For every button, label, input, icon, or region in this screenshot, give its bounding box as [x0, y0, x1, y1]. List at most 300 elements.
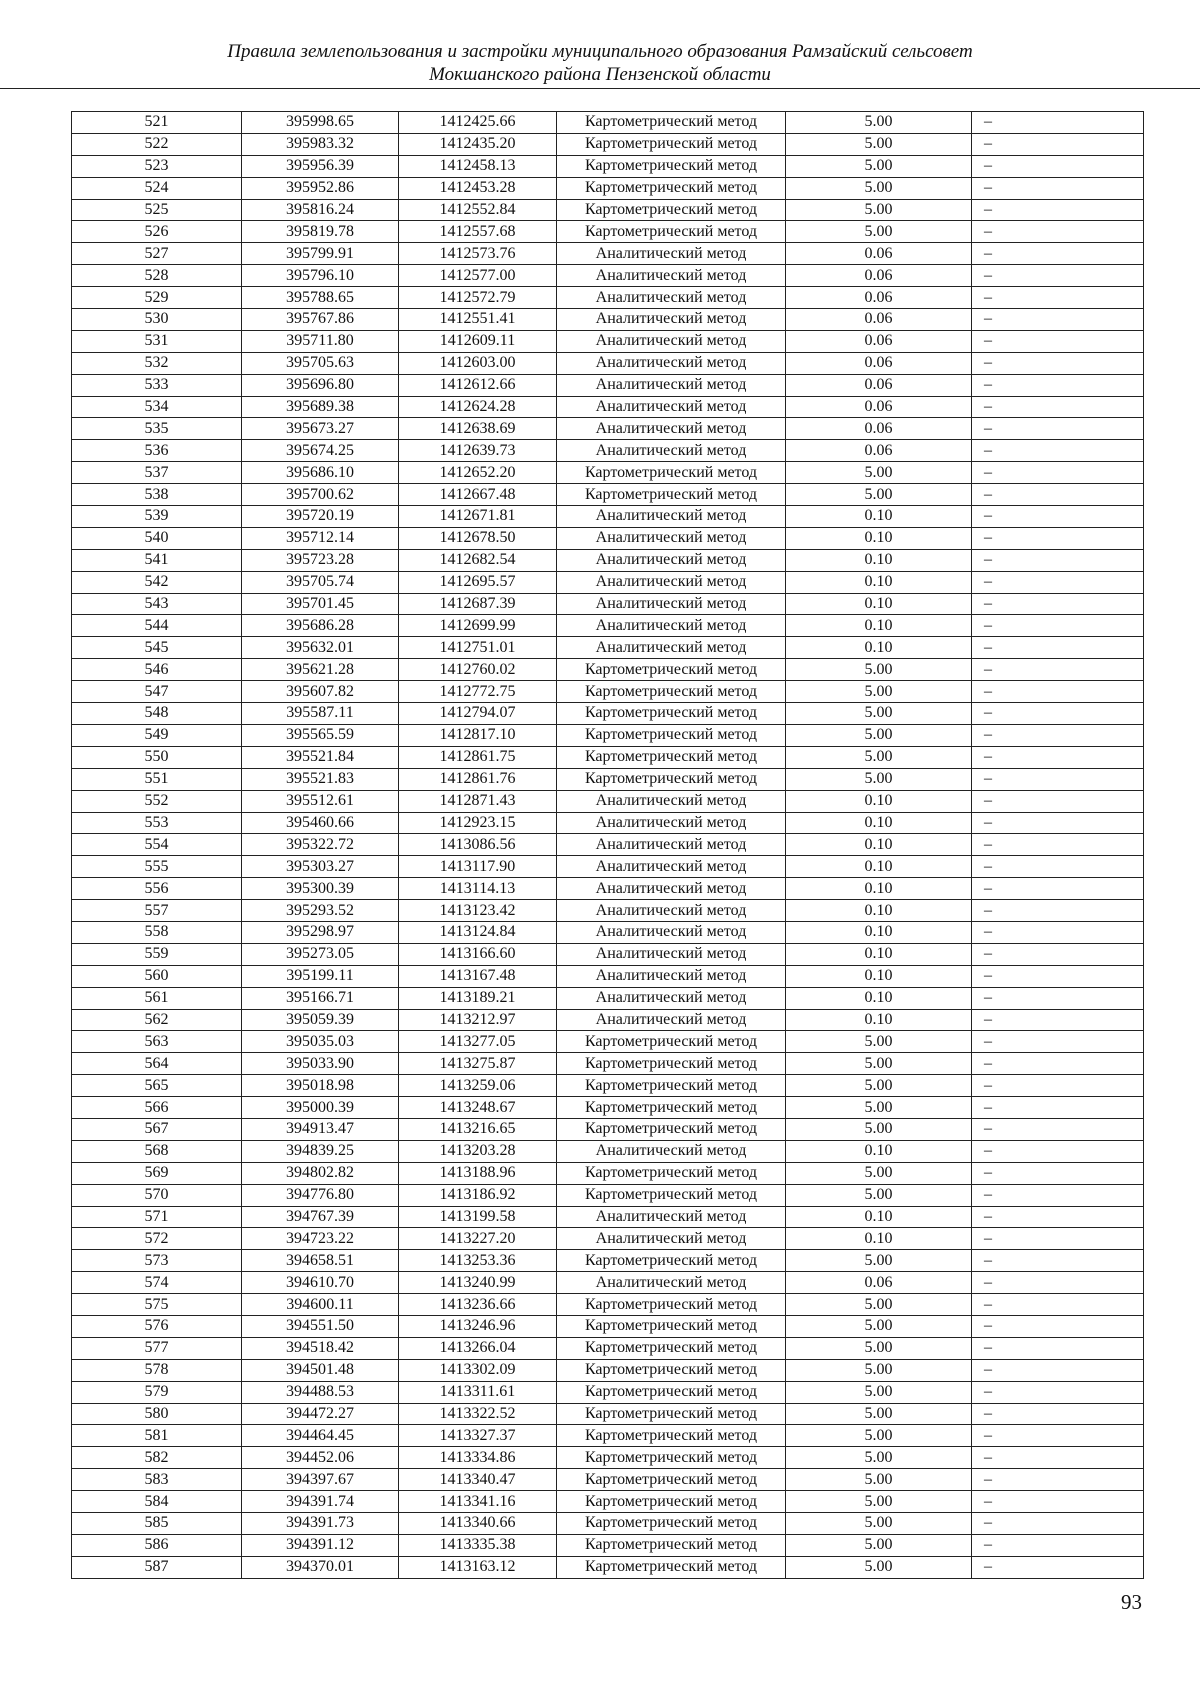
table-row — [72, 746, 1144, 768]
y-coordinate-cell: 1412425.66 — [399, 112, 557, 134]
method-cell: Аналитический метод — [557, 1206, 786, 1228]
method-cell: Аналитический метод — [557, 1009, 786, 1031]
accuracy-cell: 5.00 — [786, 703, 972, 725]
y-coordinate-cell: 1412699.99 — [399, 615, 557, 637]
x-coordinate-cell: 395689.38 — [242, 396, 399, 418]
table-row — [72, 1381, 1144, 1403]
y-coordinate-cell: 1412577.00 — [399, 265, 557, 287]
accuracy-cell: 5.00 — [786, 1381, 972, 1403]
table-row — [72, 1140, 1144, 1162]
x-coordinate-cell: 394551.50 — [242, 1315, 399, 1337]
table-row — [72, 834, 1144, 856]
table-row — [72, 374, 1144, 396]
method-cell: Картометрический метод — [557, 1469, 786, 1491]
method-cell: Картометрический метод — [557, 155, 786, 177]
x-coordinate-cell: 394658.51 — [242, 1250, 399, 1272]
table-row — [72, 506, 1144, 528]
accuracy-cell: 5.00 — [786, 133, 972, 155]
table-row — [72, 615, 1144, 637]
y-coordinate-cell: 1413227.20 — [399, 1228, 557, 1250]
note-cell: – — [972, 221, 1144, 243]
accuracy-cell: 0.06 — [786, 374, 972, 396]
y-coordinate-cell: 1413302.09 — [399, 1359, 557, 1381]
note-cell: – — [972, 462, 1144, 484]
y-coordinate-cell: 1413167.48 — [399, 965, 557, 987]
accuracy-cell: 5.00 — [786, 1469, 972, 1491]
y-coordinate-cell: 1413189.21 — [399, 987, 557, 1009]
point-number-cell: 528 — [72, 265, 242, 287]
table-row — [72, 418, 1144, 440]
x-coordinate-cell: 394610.70 — [242, 1272, 399, 1294]
method-cell: Аналитический метод — [557, 1140, 786, 1162]
method-cell: Картометрический метод — [557, 462, 786, 484]
accuracy-cell: 5.00 — [786, 1031, 972, 1053]
y-coordinate-cell: 1412458.13 — [399, 155, 557, 177]
note-cell: – — [972, 1469, 1144, 1491]
table-row — [72, 790, 1144, 812]
note-cell: – — [972, 1140, 1144, 1162]
y-coordinate-cell: 1412435.20 — [399, 133, 557, 155]
y-coordinate-cell: 1412923.15 — [399, 812, 557, 834]
point-number-cell: 571 — [72, 1206, 242, 1228]
point-number-cell: 532 — [72, 352, 242, 374]
accuracy-cell: 5.00 — [786, 484, 972, 506]
accuracy-cell: 0.06 — [786, 309, 972, 331]
x-coordinate-cell: 394391.74 — [242, 1491, 399, 1513]
x-coordinate-cell: 394452.06 — [242, 1447, 399, 1469]
method-cell: Аналитический метод — [557, 965, 786, 987]
method-cell: Картометрический метод — [557, 177, 786, 199]
y-coordinate-cell: 1413335.38 — [399, 1534, 557, 1556]
x-coordinate-cell: 394370.01 — [242, 1556, 399, 1578]
note-cell: – — [972, 900, 1144, 922]
point-number-cell: 529 — [72, 287, 242, 309]
coordinates-table-body — [72, 112, 1144, 1579]
table-row — [72, 856, 1144, 878]
note-cell: – — [972, 637, 1144, 659]
y-coordinate-cell: 1412861.76 — [399, 768, 557, 790]
point-number-cell: 525 — [72, 199, 242, 221]
x-coordinate-cell: 395565.59 — [242, 724, 399, 746]
note-cell: – — [972, 1228, 1144, 1250]
method-cell: Аналитический метод — [557, 527, 786, 549]
y-coordinate-cell: 1413327.37 — [399, 1425, 557, 1447]
accuracy-cell: 0.10 — [786, 987, 972, 1009]
method-cell: Аналитический метод — [557, 637, 786, 659]
method-cell: Аналитический метод — [557, 330, 786, 352]
method-cell: Картометрический метод — [557, 1097, 786, 1119]
point-number-cell: 539 — [72, 506, 242, 528]
method-cell: Картометрический метод — [557, 1447, 786, 1469]
table-row — [72, 659, 1144, 681]
point-number-cell: 565 — [72, 1075, 242, 1097]
point-number-cell: 563 — [72, 1031, 242, 1053]
table-row — [72, 265, 1144, 287]
note-cell: – — [972, 812, 1144, 834]
accuracy-cell: 0.06 — [786, 396, 972, 418]
y-coordinate-cell: 1412603.00 — [399, 352, 557, 374]
table-row — [72, 703, 1144, 725]
table-row — [72, 812, 1144, 834]
table-row — [72, 177, 1144, 199]
y-coordinate-cell: 1412667.48 — [399, 484, 557, 506]
y-coordinate-cell: 1412861.75 — [399, 746, 557, 768]
page-header — [0, 40, 1200, 86]
accuracy-cell: 0.10 — [786, 1140, 972, 1162]
table-row — [72, 1425, 1144, 1447]
x-coordinate-cell: 395199.11 — [242, 965, 399, 987]
x-coordinate-cell: 395816.24 — [242, 199, 399, 221]
accuracy-cell: 0.10 — [786, 637, 972, 659]
accuracy-cell: 5.00 — [786, 1053, 972, 1075]
table-row — [72, 1009, 1144, 1031]
accuracy-cell: 0.06 — [786, 330, 972, 352]
x-coordinate-cell: 395673.27 — [242, 418, 399, 440]
x-coordinate-cell: 395998.65 — [242, 112, 399, 134]
x-coordinate-cell: 395700.62 — [242, 484, 399, 506]
point-number-cell: 523 — [72, 155, 242, 177]
x-coordinate-cell: 394776.80 — [242, 1184, 399, 1206]
point-number-cell: 556 — [72, 878, 242, 900]
accuracy-cell: 0.06 — [786, 287, 972, 309]
method-cell: Аналитический метод — [557, 418, 786, 440]
note-cell: – — [972, 330, 1144, 352]
method-cell: Аналитический метод — [557, 571, 786, 593]
x-coordinate-cell: 394501.48 — [242, 1359, 399, 1381]
x-coordinate-cell: 395983.32 — [242, 133, 399, 155]
x-coordinate-cell: 395298.97 — [242, 921, 399, 943]
table-row — [72, 1075, 1144, 1097]
note-cell: – — [972, 834, 1144, 856]
x-coordinate-cell: 395607.82 — [242, 681, 399, 703]
table-row — [72, 484, 1144, 506]
point-number-cell: 549 — [72, 724, 242, 746]
table-row — [72, 199, 1144, 221]
point-number-cell: 546 — [72, 659, 242, 681]
note-cell: – — [972, 856, 1144, 878]
accuracy-cell: 5.00 — [786, 1534, 972, 1556]
note-cell: – — [972, 199, 1144, 221]
table-row — [72, 1315, 1144, 1337]
method-cell: Аналитический метод — [557, 287, 786, 309]
point-number-cell: 576 — [72, 1315, 242, 1337]
y-coordinate-cell: 1413275.87 — [399, 1053, 557, 1075]
method-cell: Аналитический метод — [557, 615, 786, 637]
point-number-cell: 553 — [72, 812, 242, 834]
accuracy-cell: 5.00 — [786, 1337, 972, 1359]
point-number-cell: 524 — [72, 177, 242, 199]
x-coordinate-cell: 395720.19 — [242, 506, 399, 528]
point-number-cell: 579 — [72, 1381, 242, 1403]
accuracy-cell: 5.00 — [786, 1294, 972, 1316]
table-row — [72, 724, 1144, 746]
x-coordinate-cell: 394391.73 — [242, 1513, 399, 1535]
note-cell: – — [972, 878, 1144, 900]
y-coordinate-cell: 1412612.66 — [399, 374, 557, 396]
x-coordinate-cell: 395632.01 — [242, 637, 399, 659]
accuracy-cell: 0.06 — [786, 265, 972, 287]
note-cell: – — [972, 287, 1144, 309]
table-row — [72, 1162, 1144, 1184]
table-row — [72, 1534, 1144, 1556]
point-number-cell: 557 — [72, 900, 242, 922]
x-coordinate-cell: 395701.45 — [242, 593, 399, 615]
y-coordinate-cell: 1412682.54 — [399, 549, 557, 571]
method-cell: Картометрический метод — [557, 199, 786, 221]
method-cell: Картометрический метод — [557, 1184, 786, 1206]
note-cell: – — [972, 615, 1144, 637]
x-coordinate-cell: 395723.28 — [242, 549, 399, 571]
method-cell: Аналитический метод — [557, 396, 786, 418]
accuracy-cell: 0.10 — [786, 921, 972, 943]
point-number-cell: 526 — [72, 221, 242, 243]
x-coordinate-cell: 395521.84 — [242, 746, 399, 768]
method-cell: Картометрический метод — [557, 112, 786, 134]
method-cell: Картометрический метод — [557, 1075, 786, 1097]
point-number-cell: 552 — [72, 790, 242, 812]
accuracy-cell: 5.00 — [786, 1184, 972, 1206]
table-row — [72, 1228, 1144, 1250]
table-row — [72, 1359, 1144, 1381]
table-row — [72, 330, 1144, 352]
table-row — [72, 1206, 1144, 1228]
point-number-cell: 544 — [72, 615, 242, 637]
y-coordinate-cell: 1412794.07 — [399, 703, 557, 725]
y-coordinate-cell: 1413334.86 — [399, 1447, 557, 1469]
accuracy-cell: 5.00 — [786, 1513, 972, 1535]
method-cell: Аналитический метод — [557, 943, 786, 965]
point-number-cell: 574 — [72, 1272, 242, 1294]
note-cell: – — [972, 374, 1144, 396]
table-row — [72, 943, 1144, 965]
method-cell: Аналитический метод — [557, 1228, 786, 1250]
method-cell: Аналитический метод — [557, 506, 786, 528]
y-coordinate-cell: 1412453.28 — [399, 177, 557, 199]
note-cell: – — [972, 790, 1144, 812]
x-coordinate-cell: 395819.78 — [242, 221, 399, 243]
accuracy-cell: 5.00 — [786, 1425, 972, 1447]
point-number-cell: 560 — [72, 965, 242, 987]
table-row — [72, 1097, 1144, 1119]
accuracy-cell: 5.00 — [786, 1097, 972, 1119]
y-coordinate-cell: 1413253.36 — [399, 1250, 557, 1272]
table-row — [72, 1031, 1144, 1053]
accuracy-cell: 5.00 — [786, 768, 972, 790]
point-number-cell: 540 — [72, 527, 242, 549]
x-coordinate-cell: 395273.05 — [242, 943, 399, 965]
accuracy-cell: 0.06 — [786, 243, 972, 265]
point-number-cell: 587 — [72, 1556, 242, 1578]
y-coordinate-cell: 1413212.97 — [399, 1009, 557, 1031]
y-coordinate-cell: 1413188.96 — [399, 1162, 557, 1184]
x-coordinate-cell: 395322.72 — [242, 834, 399, 856]
y-coordinate-cell: 1413259.06 — [399, 1075, 557, 1097]
y-coordinate-cell: 1412678.50 — [399, 527, 557, 549]
point-number-cell: 562 — [72, 1009, 242, 1031]
y-coordinate-cell: 1413163.12 — [399, 1556, 557, 1578]
y-coordinate-cell: 1412751.01 — [399, 637, 557, 659]
table-row — [72, 681, 1144, 703]
note-cell: – — [972, 133, 1144, 155]
method-cell: Картометрический метод — [557, 221, 786, 243]
y-coordinate-cell: 1413216.65 — [399, 1118, 557, 1140]
point-number-cell: 548 — [72, 703, 242, 725]
x-coordinate-cell: 395000.39 — [242, 1097, 399, 1119]
accuracy-cell: 5.00 — [786, 1075, 972, 1097]
accuracy-cell: 5.00 — [786, 1447, 972, 1469]
method-cell: Картометрический метод — [557, 1031, 786, 1053]
accuracy-cell: 5.00 — [786, 746, 972, 768]
point-number-cell: 527 — [72, 243, 242, 265]
y-coordinate-cell: 1413340.66 — [399, 1513, 557, 1535]
accuracy-cell: 5.00 — [786, 1118, 972, 1140]
note-cell: – — [972, 681, 1144, 703]
accuracy-cell: 0.10 — [786, 790, 972, 812]
accuracy-cell: 0.10 — [786, 615, 972, 637]
point-number-cell: 530 — [72, 309, 242, 331]
note-cell: – — [972, 965, 1144, 987]
x-coordinate-cell: 395303.27 — [242, 856, 399, 878]
method-cell: Картометрический метод — [557, 1359, 786, 1381]
method-cell: Картометрический метод — [557, 1556, 786, 1578]
method-cell: Аналитический метод — [557, 987, 786, 1009]
note-cell: – — [972, 309, 1144, 331]
accuracy-cell: 0.10 — [786, 812, 972, 834]
y-coordinate-cell: 1413114.13 — [399, 878, 557, 900]
accuracy-cell: 5.00 — [786, 1556, 972, 1578]
accuracy-cell: 5.00 — [786, 1250, 972, 1272]
table-row — [72, 462, 1144, 484]
note-cell: – — [972, 1162, 1144, 1184]
table-row — [72, 1337, 1144, 1359]
point-number-cell: 582 — [72, 1447, 242, 1469]
method-cell: Аналитический метод — [557, 243, 786, 265]
note-cell: – — [972, 1294, 1144, 1316]
y-coordinate-cell: 1412760.02 — [399, 659, 557, 681]
y-coordinate-cell: 1412609.11 — [399, 330, 557, 352]
note-cell: – — [972, 943, 1144, 965]
x-coordinate-cell: 395686.10 — [242, 462, 399, 484]
point-number-cell: 578 — [72, 1359, 242, 1381]
table-row — [72, 1491, 1144, 1513]
point-number-cell: 567 — [72, 1118, 242, 1140]
note-cell: – — [972, 659, 1144, 681]
x-coordinate-cell: 395300.39 — [242, 878, 399, 900]
x-coordinate-cell: 395674.25 — [242, 440, 399, 462]
note-cell: – — [972, 1425, 1144, 1447]
note-cell: – — [972, 1097, 1144, 1119]
x-coordinate-cell: 395587.11 — [242, 703, 399, 725]
method-cell: Аналитический метод — [557, 878, 786, 900]
table-row — [72, 1294, 1144, 1316]
accuracy-cell: 5.00 — [786, 177, 972, 199]
y-coordinate-cell: 1413199.58 — [399, 1206, 557, 1228]
table-row — [72, 965, 1144, 987]
header-line-2: Мокшанского района Пензенской области — [429, 64, 771, 85]
point-number-cell: 573 — [72, 1250, 242, 1272]
note-cell: – — [972, 177, 1144, 199]
table-row — [72, 527, 1144, 549]
y-coordinate-cell: 1412652.20 — [399, 462, 557, 484]
y-coordinate-cell: 1412671.81 — [399, 506, 557, 528]
accuracy-cell: 0.10 — [786, 549, 972, 571]
y-coordinate-cell: 1413322.52 — [399, 1403, 557, 1425]
x-coordinate-cell: 395293.52 — [242, 900, 399, 922]
note-cell: – — [972, 724, 1144, 746]
method-cell: Аналитический метод — [557, 790, 786, 812]
point-number-cell: 558 — [72, 921, 242, 943]
method-cell: Аналитический метод — [557, 440, 786, 462]
note-cell: – — [972, 1118, 1144, 1140]
note-cell: – — [972, 1075, 1144, 1097]
accuracy-cell: 0.10 — [786, 593, 972, 615]
x-coordinate-cell: 394488.53 — [242, 1381, 399, 1403]
note-cell: – — [972, 1184, 1144, 1206]
accuracy-cell: 5.00 — [786, 199, 972, 221]
y-coordinate-cell: 1413340.47 — [399, 1469, 557, 1491]
note-cell: – — [972, 571, 1144, 593]
note-cell: – — [972, 265, 1144, 287]
note-cell: – — [972, 746, 1144, 768]
accuracy-cell: 5.00 — [786, 1491, 972, 1513]
table-row — [72, 637, 1144, 659]
note-cell: – — [972, 549, 1144, 571]
x-coordinate-cell: 395767.86 — [242, 309, 399, 331]
point-number-cell: 586 — [72, 1534, 242, 1556]
note-cell: – — [972, 1053, 1144, 1075]
method-cell: Картометрический метод — [557, 1534, 786, 1556]
note-cell: – — [972, 1272, 1144, 1294]
note-cell: – — [972, 1250, 1144, 1272]
table-row — [72, 243, 1144, 265]
table-row — [72, 549, 1144, 571]
point-number-cell: 534 — [72, 396, 242, 418]
point-number-cell: 542 — [72, 571, 242, 593]
accuracy-cell: 5.00 — [786, 155, 972, 177]
y-coordinate-cell: 1412638.69 — [399, 418, 557, 440]
table-row — [72, 112, 1144, 134]
table-row — [72, 768, 1144, 790]
method-cell: Картометрический метод — [557, 768, 786, 790]
y-coordinate-cell: 1413166.60 — [399, 943, 557, 965]
method-cell: Картометрический метод — [557, 1381, 786, 1403]
point-number-cell: 521 — [72, 112, 242, 134]
y-coordinate-cell: 1413086.56 — [399, 834, 557, 856]
method-cell: Картометрический метод — [557, 484, 786, 506]
coordinates-table — [71, 111, 1144, 1579]
y-coordinate-cell: 1412624.28 — [399, 396, 557, 418]
point-number-cell: 551 — [72, 768, 242, 790]
x-coordinate-cell: 395166.71 — [242, 987, 399, 1009]
table-row — [72, 1403, 1144, 1425]
accuracy-cell: 5.00 — [786, 659, 972, 681]
y-coordinate-cell: 1412551.41 — [399, 309, 557, 331]
note-cell: – — [972, 1513, 1144, 1535]
point-number-cell: 559 — [72, 943, 242, 965]
x-coordinate-cell: 394600.11 — [242, 1294, 399, 1316]
x-coordinate-cell: 395686.28 — [242, 615, 399, 637]
note-cell: – — [972, 1359, 1144, 1381]
point-number-cell: 568 — [72, 1140, 242, 1162]
point-number-cell: 564 — [72, 1053, 242, 1075]
table-row — [72, 287, 1144, 309]
x-coordinate-cell: 394391.12 — [242, 1534, 399, 1556]
table-row — [72, 396, 1144, 418]
table-row — [72, 1469, 1144, 1491]
table-row — [72, 1272, 1144, 1294]
accuracy-cell: 0.10 — [786, 527, 972, 549]
x-coordinate-cell: 395705.63 — [242, 352, 399, 374]
